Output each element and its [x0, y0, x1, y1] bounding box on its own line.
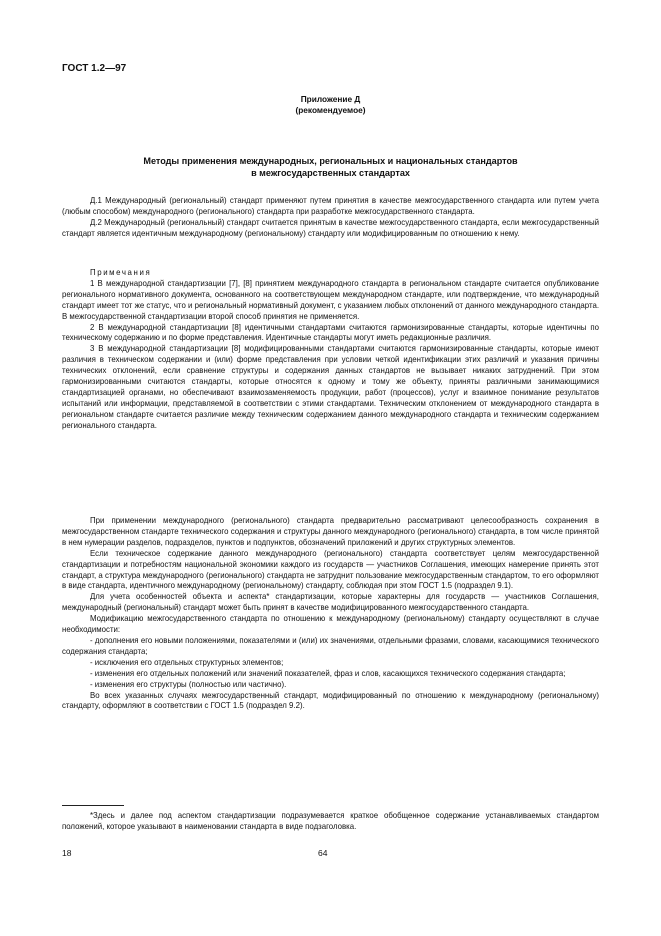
list-item-1: - дополнения его новыми положениями, показателями и (или) их значениями, отдельными фразами, словами, касающимися технического содержания стандарта;	[62, 635, 599, 656]
page-number-center: 64	[318, 848, 328, 858]
list-item-4: - изменения его структуры (полностью или частично).	[90, 679, 287, 689]
appendix-header	[0, 94, 661, 116]
page-number-left: 18	[62, 848, 72, 858]
body-paragraph-5: Во всех указанных случаях межгосударственный стандарт, модифицированный по отношению к международному (региональному) стандарту, оформляют в соответствии с ГОСТ 1.5 (подраздел 9.2).	[62, 690, 599, 711]
notes-block	[62, 268, 599, 432]
list-item-3: - изменения его отдельных положений или значений показателей, фраз и слов, касающихся технического содержания стандарта;	[90, 668, 566, 678]
section-title	[62, 155, 599, 179]
note-3: 3 В международной стандартизации [8] модифицированными стандартами считаются гармонизированные стандарты, которые имеют различия в техническом содержании и (или) форме представления при условии четкой идентификации этих различий и указания причины технических отклонений, если сравнение структуры и содержания данных стандартов не вызывает никаких затруднений. При этом гармонизированными считаются стандарты, которые относятся к одному и тому же объекту, приняты различными занимающимися стандартизацией органами, но обеспечивают взаимозаменяемость продукции, работ (процессов), услуг и взаимное понимание результатов испытаний или информации, представляемой в соответствии с этими стандартами. Техническим отклонением от международного стандарта в региональном стандарте считается различие между техническим содержанием данного международного стандарта и техническим содержанием регионального стандарта.	[62, 344, 599, 430]
list-item-2: - исключения его отдельных структурных элементов;	[90, 657, 284, 667]
note-1: 1 В международной стандартизации [7], [8] принятием международного стандарта в региональном стандарте считается опубликование регионального нормативного документа, основанного на соответствующем международном стандарте, или подтверждение, что международный стандарт имеет тот же статус, что и региональный нормативный документ, с указанием любых отклонений от данного международного стандарта. В межгосударственной стандартизации второй способ принятия не применяется.	[62, 278, 599, 321]
body-paragraph-3: Для учета особенностей объекта и аспекта* стандартизации, которые характерны для государств — участников Соглашения, международный (региональный) стандарт может быть принят в качестве модифицированного межгосударственного стандарта.	[62, 592, 599, 613]
body-paragraph-4: Модификацию межгосударственного стандарта по отношению к международному (региональному) стандарту осуществляют в случае необходимости:	[62, 614, 599, 635]
notes-heading: Примечания	[90, 268, 152, 277]
clause-d2: Д.2 Международный (региональный) стандарт считается принятым в качестве межгосударственного стандарта, если межгосударственный стандарт является идентичным международному (региональному) стандарту или модифицированным по отношению к нему.	[62, 217, 599, 238]
clauses-block	[62, 196, 599, 240]
note-2: 2 В международной стандартизации [8] идентичными стандартами считаются гармонизированные стандарты, которые идентичны по техническому содержанию и по форме представления. Идентичные стандарты могут иметь редакционные различия.	[62, 322, 599, 343]
document-code: ГОСТ 1.2—97	[62, 63, 127, 74]
section-title-line-1: Методы применения международных, региональных и национальных стандартов	[143, 156, 518, 166]
appendix-status: (рекомендуемое)	[295, 105, 366, 115]
footnote: *Здесь и далее под аспектом стандартизации подразумевается краткое обобщенное содержание устанавливаемых стандартом положений, которое указывают в наименовании стандарта в виде подзаголовка.	[62, 811, 599, 831]
clause-d1: Д.1 Международный (региональный) стандарт применяют путем принятия в качестве межгосударственного стандарта или путем учета (любым способом) международного (регионального) стандарта при разработке межгосударственного стандарта.	[62, 196, 599, 216]
section-title-line-2: в межгосударственных стандартах	[251, 168, 410, 178]
footnote-divider	[62, 805, 124, 806]
body-paragraph-1: При применении международного (регионального) стандарта предварительно рассматривают целесообразность сохранения в межгосударственном стандарте технического содержания и структуры данного международного (регионального) стандарта, в том числе принятой в нем нумерации разделов, подразделов, пунктов и подпунктов, обозначений приложений и других структурных элементов.	[62, 516, 599, 547]
body-paragraph-2: Если техническое содержание данного международного (регионального) стандарта соответствует целям межгосударственной стандартизации и потребностям национальной экономики каждого из государств — участников Соглашения, имеющих намерение принять этот стандарт, а структура международного (регионального) стандарта не затруднит пользование межгосударственным стандартом, то его оформляют в виде стандарта, идентичного международному (региональному) стандарту, соблюдая при этом ГОСТ 1.5 (подраздел 9.1).	[62, 548, 599, 591]
appendix-title: Приложение Д	[300, 94, 361, 104]
body-block	[62, 516, 599, 712]
